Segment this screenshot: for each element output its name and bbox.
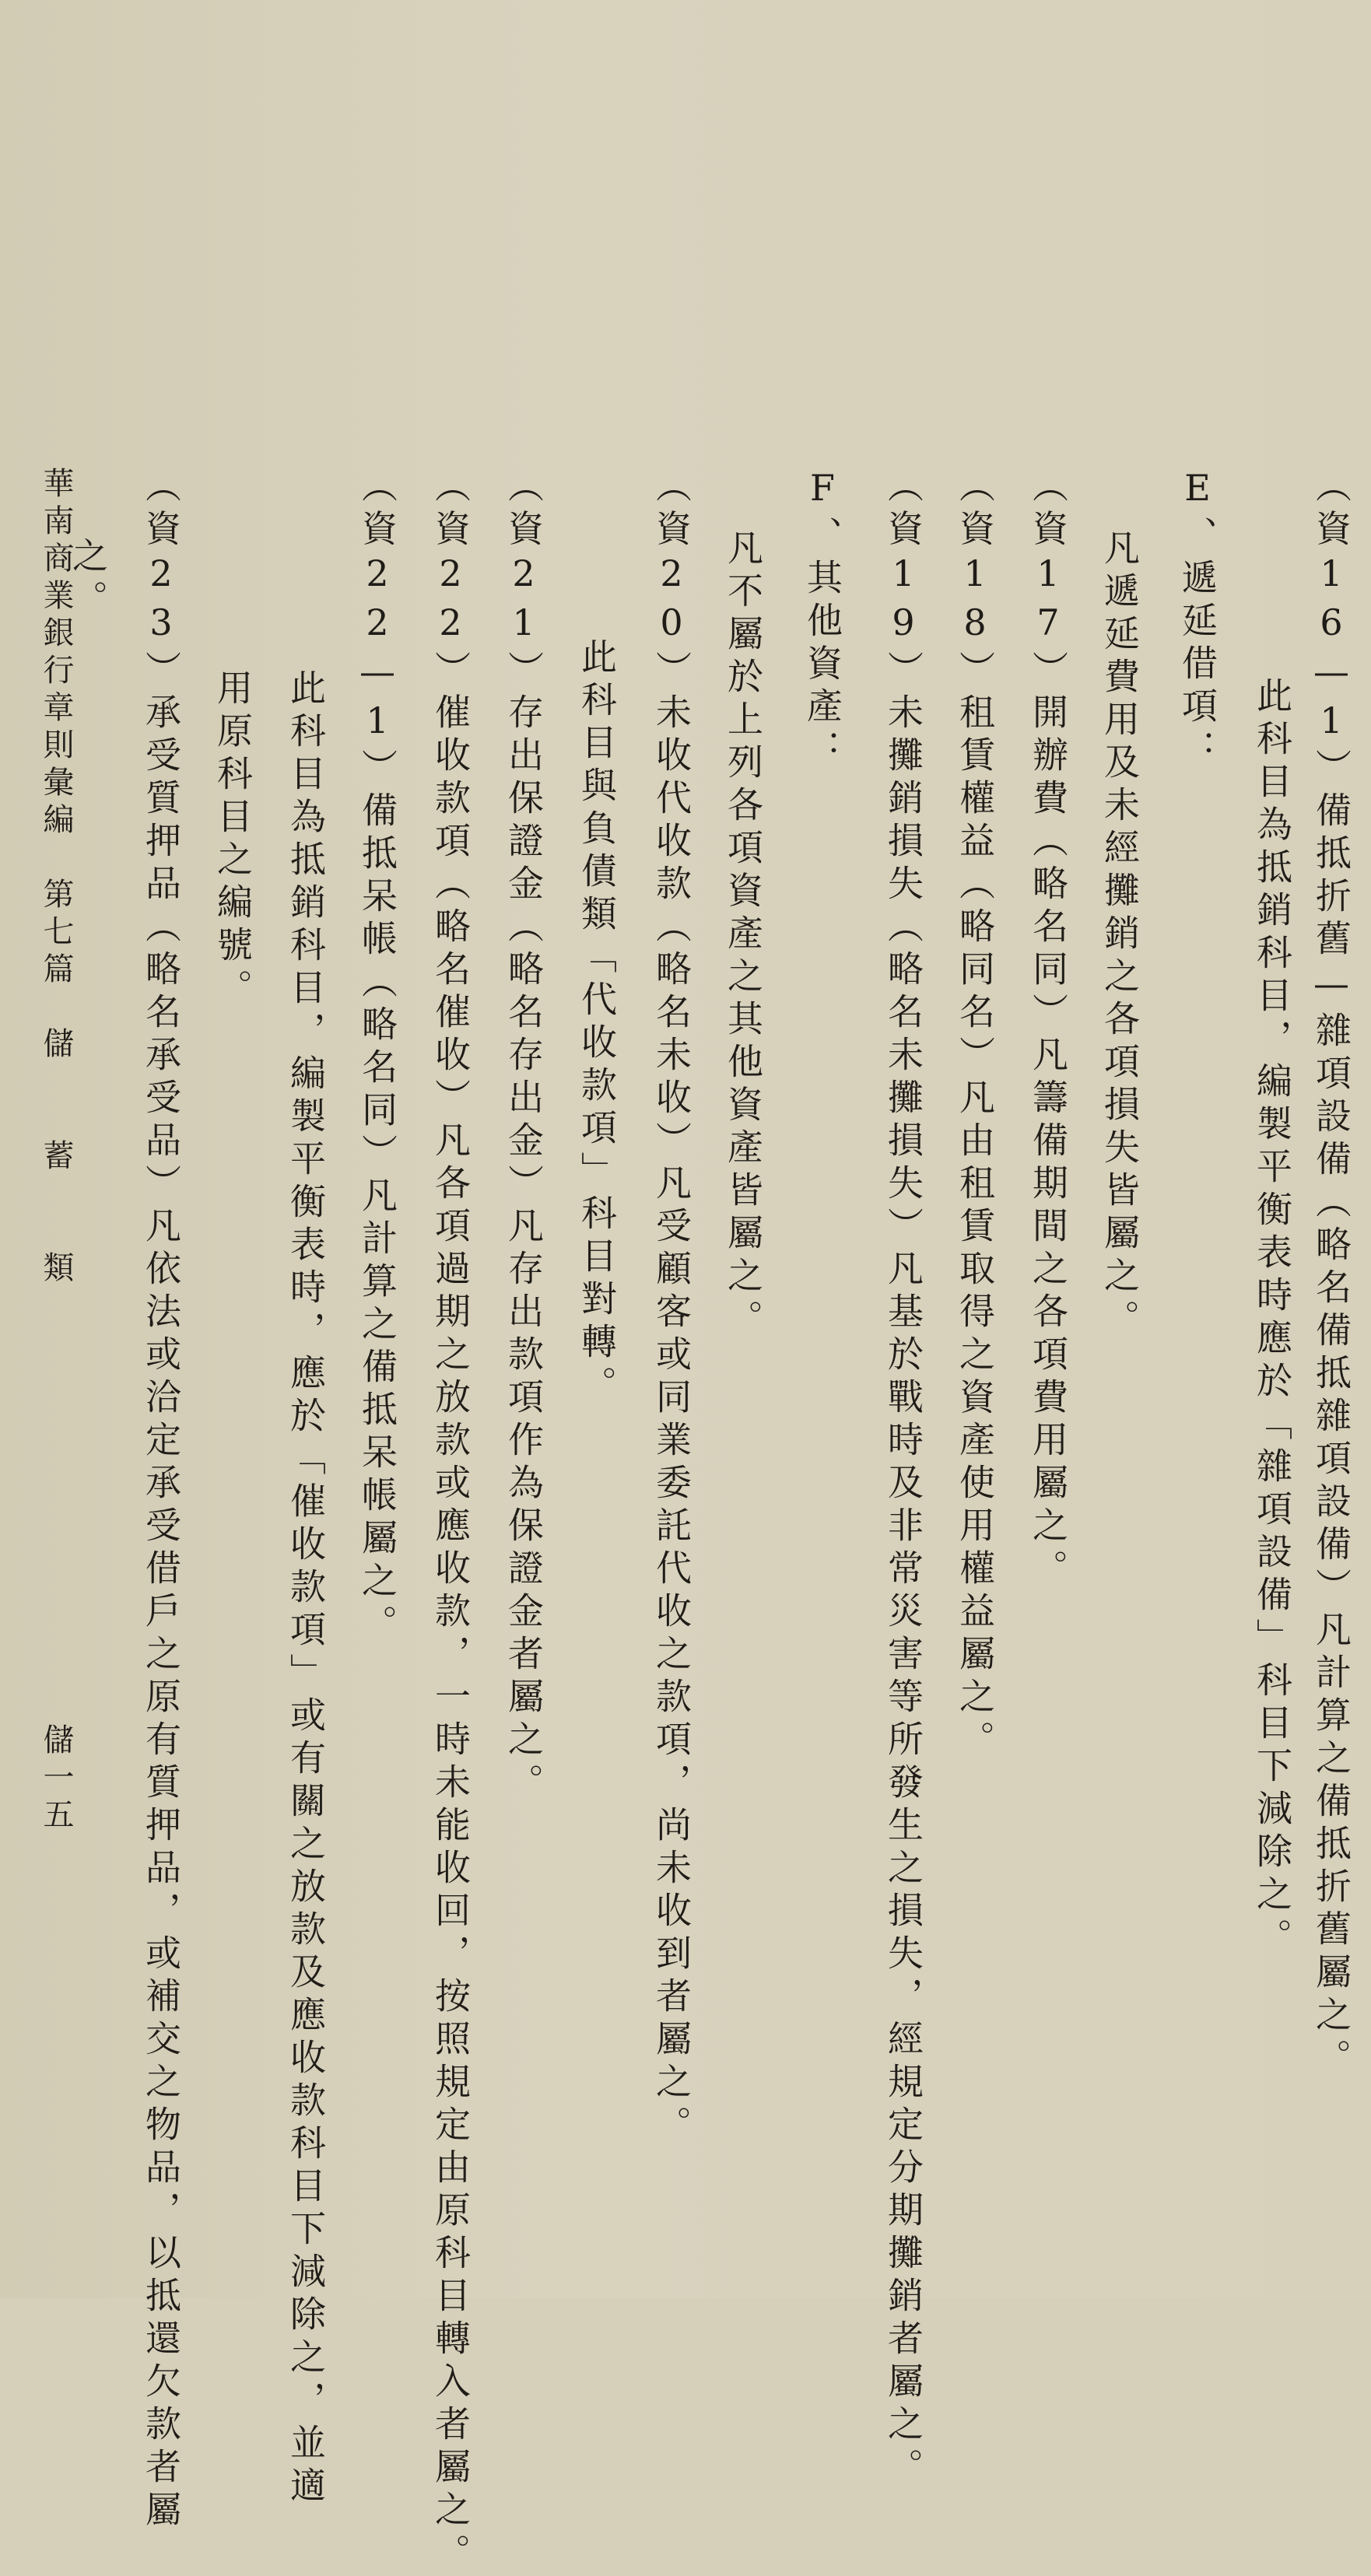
text-column-1: （資16—1）備抵折舊—雜項設備（略名備抵雜項設備）凡計算之備抵折舊屬之。 <box>1310 467 1352 2081</box>
text-column-5: （資17）開辦費（略名同）凡籌備期間之各項費用屬之。 <box>1027 467 1069 1592</box>
text-column-13: （資22）催收款項（略名催收）凡各項過期之放款或應收款，一時未能收回，按照規定由原科目轉入者屬之。 <box>430 467 472 2576</box>
text-column-11: 此科目與負債類「代收款項」科目對轉。 <box>576 638 618 1408</box>
footer-book-title: 華南商業銀行章則彙編 第七篇 儲 蓄 類 <box>38 467 74 1288</box>
text-column-10: （資20）未收代收款（略名未收）凡受顧客或同業委託代收之款項，尚未收到者屬之。 <box>650 467 693 2148</box>
text-column-17: （資23）承受質押品（略名承受品）凡依法或洽定承受借戶之原有質押品，或補交之物品，以抵還欠款者屬 <box>140 467 182 2533</box>
text-column-15: 此科目為抵銷科目，編製平衡表時，應於「催收款項」或有關之放款及應收款科目下減除之，並適 <box>285 669 327 2509</box>
text-column-6: （資18）租賃權益（略同名）凡由租賃取得之資產使用權益屬之。 <box>954 467 996 1763</box>
page-number: 儲一五 <box>38 1723 74 1835</box>
section-heading-e: E、遞延借項： <box>1176 467 1218 773</box>
text-column-12: （資21）存出保證金（略名存出金）凡存出款項作為保證金者屬之。 <box>503 467 545 1806</box>
section-heading-f: F、其他資產： <box>801 467 843 773</box>
text-column-2: 此科目為抵銷科目，編製平衡表時應於「雜項設備」科目下減除之。 <box>1251 677 1293 1961</box>
text-column-14: （資22—1）備抵呆帳（略名同）凡計算之備抵呆帳屬之。 <box>356 467 398 1647</box>
text-column-16: 用原科目之編號。 <box>212 669 254 1011</box>
text-column-18: 之。 <box>67 537 109 622</box>
text-column-9: 凡不屬於上列各項資產之其他資產皆屬之。 <box>722 529 764 1342</box>
text-column-7: （資19）未攤銷損失（略名未攤損失）凡基於戰時及非常災害等所發生之損失，經規定分期攤銷者屬之。 <box>882 467 924 2490</box>
text-column-4: 凡遞延費用及未經攤銷之各項損失皆屬之。 <box>1099 529 1141 1342</box>
